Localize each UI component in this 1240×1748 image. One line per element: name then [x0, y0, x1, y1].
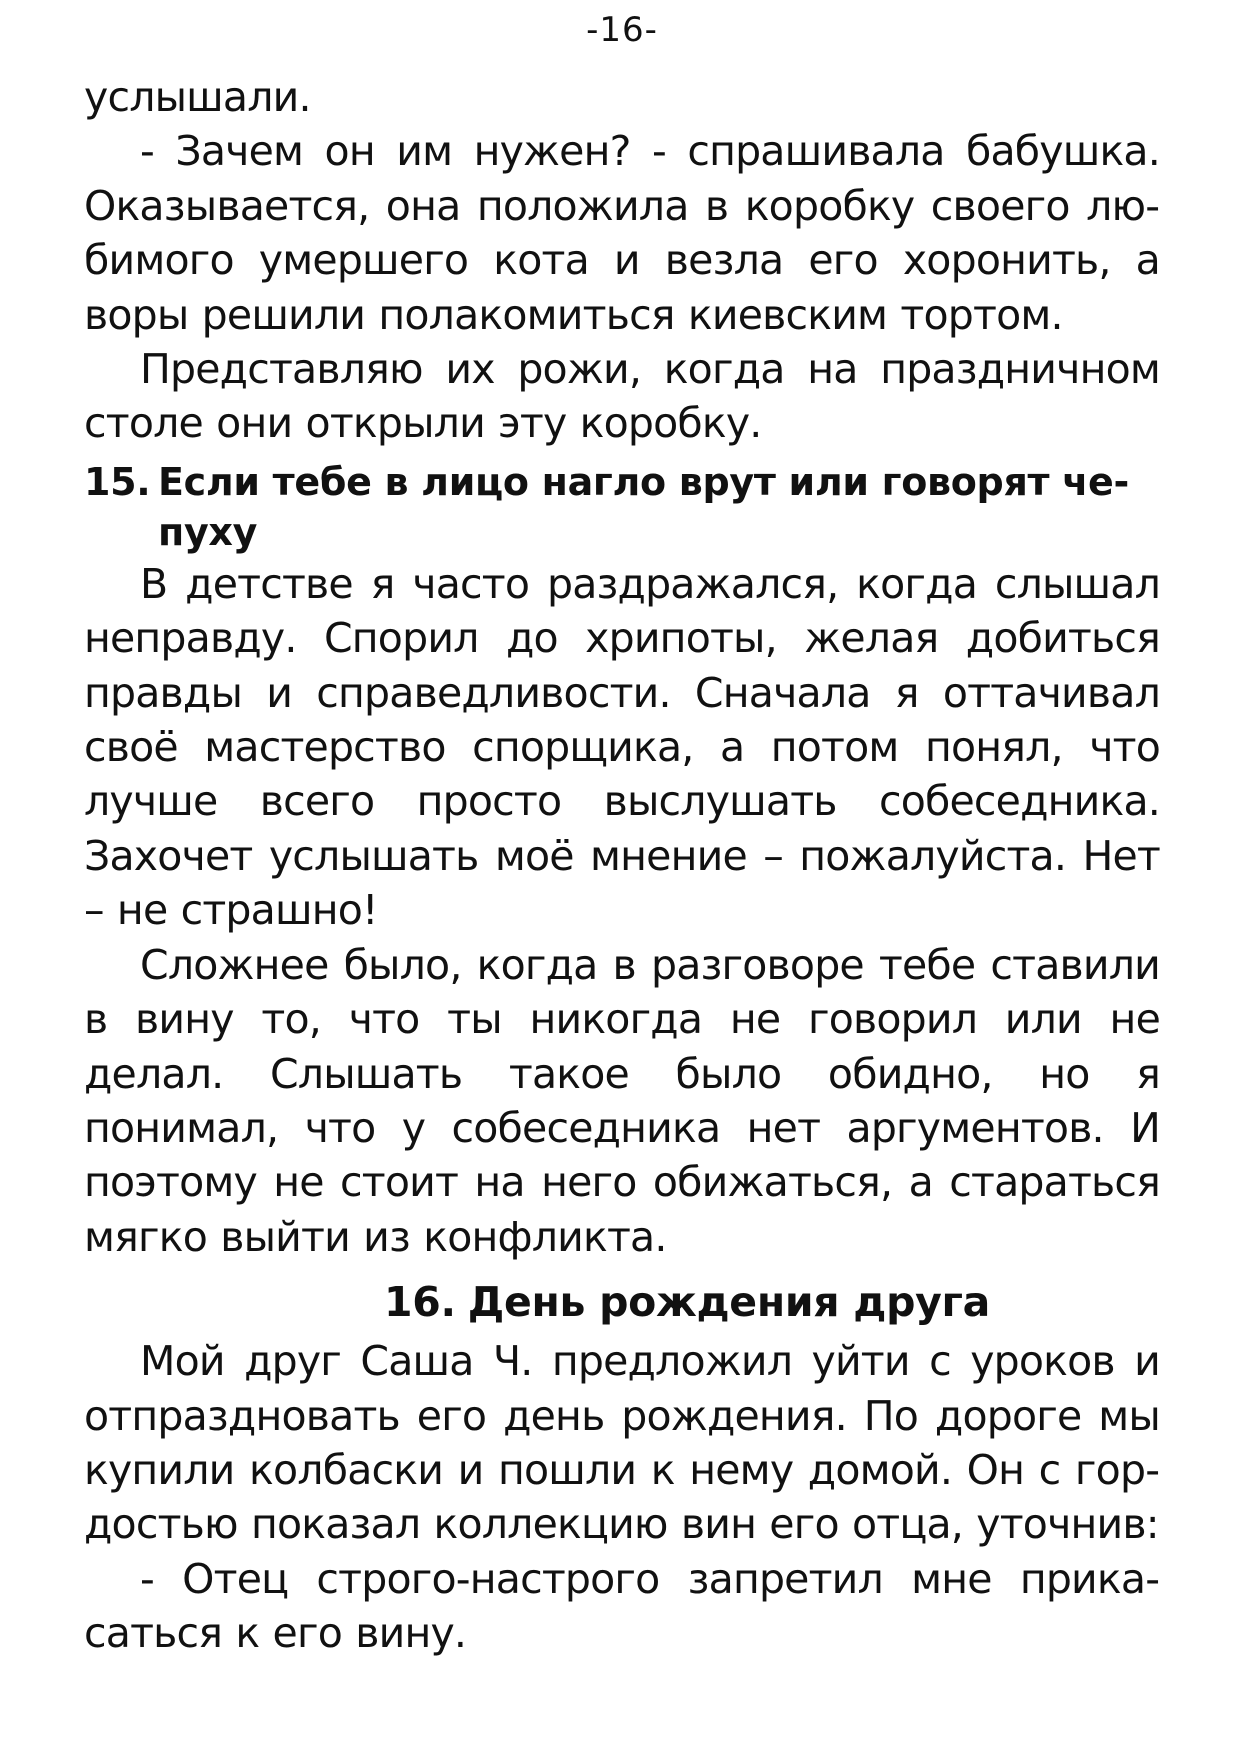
chapter-15-heading	[84, 457, 1160, 557]
paragraph-false-accusations: Сложнее было, когда в разговоре тебе ставили в вину то, что ты никогда не говорил или не делал. Слышать такое было обидно, но я понимал, что у собеседника нет аргументов. И поэтому не стоит на него обижаться, а стараться мягко выйти из конфликта.	[84, 940, 1160, 1261]
chapter-16-heading	[84, 1274, 1160, 1330]
paragraph-friend-birthday: Мой друг Саша Ч. предложил уйти с уроков и отпраздновать его день рождения. По дороге мы купили колбаски и пошли к нему домой. Он с гордостью показал коллекцию вин его отца, уточнив:	[84, 1337, 1160, 1549]
page-number: -16-	[586, 10, 658, 50]
page-body	[84, 70, 1160, 1661]
chapter-15-number: 15.	[84, 459, 151, 504]
paragraph-father-forbade: - Отец строго-настрого запретил мне прикасаться к его вину.	[84, 1554, 1160, 1658]
book-page	[84, 0, 1160, 1748]
paragraph-thieves-faces: Представляю их рожи, когда на праздничном столе они открыли эту коробку.	[84, 345, 1160, 448]
chapter-16-number: 16.	[384, 1278, 456, 1327]
chapter-16-title: День рождения друга	[467, 1278, 991, 1327]
paragraph-continuation: услышали.	[84, 73, 311, 121]
paragraph-grandmother-question: - Зачем он им нужен? - спрашивала бабушка. Оказывается, она положила в коробку своего любимого умершего кота и везла его хоронить, а воры решили полакомиться киевским тортом.	[84, 127, 1160, 339]
chapter-15-title: Если тебе в лицо нагло врут или говорят чепуху	[158, 459, 1130, 554]
paragraph-childhood-arguments: В детстве я часто раздражался, когда слышал неправду. Спорил до хрипоты, желая добиться правды и справедливости. Сначала я оттачивал своё мастерство спорщика, а потом понял, что лучше всего просто выслушать собеседника. Захочет услышать моё мнение – пожалуйста. Нет – не страшно!	[84, 559, 1160, 935]
